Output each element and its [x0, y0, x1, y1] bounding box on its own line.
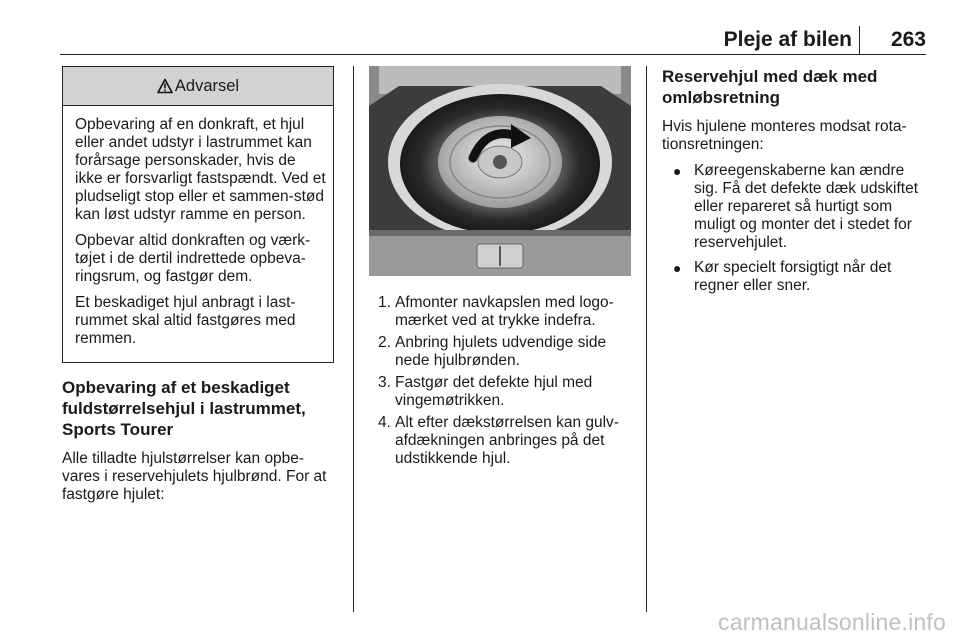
list-item: 3. Fastgør det defekte hjul med vingemøtrikken.	[378, 374, 593, 409]
bullet-icon: ●	[673, 163, 682, 179]
warning-title: Advarsel	[174, 76, 240, 95]
spare-wheel-well-photo	[369, 66, 631, 276]
section-body: Alle tilladte hjulstørrelser kan opbe-vares i reservehjulets hjulbrønd. For at fastgøre hjulet:	[62, 450, 327, 503]
warning-paragraph: Opbevar altid donkraften og værk-tøjet i de dertil indrettede opbeva-ringsrum, og fastgør dem.	[75, 232, 311, 285]
list-item: 2. Anbring hjulets udvendige side nede hjulbrønden.	[378, 334, 607, 369]
section-intro: Hvis hjulene monteres modsat rota-tionsretningen:	[662, 118, 907, 153]
page-title: Pleje af bilen	[723, 28, 852, 51]
column-divider-1	[353, 66, 354, 612]
bullet-icon: ●	[673, 260, 682, 276]
column-left	[62, 66, 337, 504]
watermark: carmanualsonline.info	[718, 609, 946, 635]
page-header	[60, 26, 926, 52]
warning-box	[62, 66, 334, 363]
list-item: ● Kør specielt forsigtigt når det regner eller sner.	[673, 259, 892, 294]
steps-list	[369, 294, 637, 468]
bullet-list	[662, 162, 928, 295]
warning-header	[63, 67, 333, 106]
column-right	[662, 66, 928, 302]
list-item: 4. Alt efter dækstørrelsen kan gulv-afdækningen anbringes på det udstikkende hjul.	[378, 414, 619, 467]
list-item: ● Køreegenskaberne kan ændre sig. Få det defekte dæk udskiftet eller repareret så hurtigt som muligt og monter det i stedet for reservehjulet.	[673, 162, 919, 251]
warning-paragraph: Opbevaring af en donkraft, et hjul eller andet udstyr i lastrummet kan forårsage personskader, hvis de ikke er forsvarligt fastspændt. Ved et pludseligt stop eller et sammen-stød kan løst udstyr ramme en person.	[75, 116, 326, 223]
list-item: 1. Afmonter navkapslen med logo-mærket ved at trykke indefra.	[378, 294, 614, 329]
warning-triangle-icon	[157, 78, 173, 94]
warning-paragraph: Et beskadiget hjul anbragt i last-rummet skal altid fastgøres med remmen.	[75, 294, 296, 347]
header-divider	[859, 26, 860, 54]
page-number: 263	[890, 28, 926, 51]
section-heading: Opbevaring af et beskadiget fuldstørrelsehjul i lastrummet, Sports Tourer	[62, 378, 306, 439]
column-middle	[369, 66, 637, 472]
section-heading: Reservehjul med dæk med omløbsretning	[662, 67, 878, 107]
header-rule	[60, 54, 926, 55]
column-divider-2	[646, 66, 647, 612]
warning-body	[63, 106, 333, 362]
